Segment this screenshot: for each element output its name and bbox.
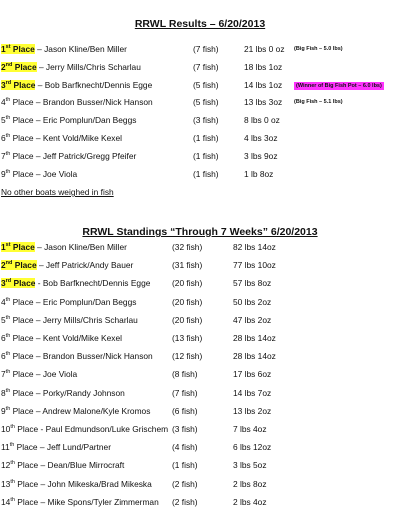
table-row [0,115,400,129]
place-ordinal: th [5,369,11,376]
weight: 28 lbs 14oz [233,351,276,362]
place-ordinal: th [5,296,11,303]
weight: 18 lbs 1oz [244,61,283,72]
place-label: 9th Place [1,168,34,179]
weight: 2 lbs 4oz [233,496,267,507]
fish-count: (2 fish) [172,496,198,507]
table-row [0,369,400,383]
place-label: 6th Place [1,351,34,362]
fish-count: (20 fish) [172,278,203,289]
fish-count: (1 fish) [193,150,219,161]
big-fish-note: (Big Fish – 5.1 lbs) [294,99,343,106]
fish-count: (8 fish) [172,369,198,380]
table-row [0,44,400,58]
table-row [0,424,400,438]
fish-count: (31 fish) [172,260,203,271]
fish-count: (20 fish) [172,314,203,325]
place-name: 6th Place – Kent Vold/Mike Kexel [1,133,122,143]
place-ordinal: th [10,478,15,485]
place-label: 3rd Place [1,278,36,289]
table-row [0,151,400,165]
weight: 77 lbs 10oz [233,260,276,271]
fish-count: (20 fish) [172,296,203,307]
weight: 8 lbs 0 oz [244,115,280,126]
place-ordinal: th [5,333,11,340]
place-name: 8th Place – Porky/Randy Johnson [1,387,125,398]
place-ordinal: th [5,151,11,157]
table-row [0,388,400,402]
table-row [0,260,400,274]
place-label: 2nd Place [1,61,37,72]
place-ordinal: th [5,406,11,412]
place-label: 2nd Place [1,260,37,271]
table-row [0,242,400,256]
table-row [0,80,400,94]
place-ordinal: nd [5,260,13,267]
place-ordinal: th [5,168,11,175]
place-name: 13th Place – John Mikeska/Brad Mikeska [1,478,152,489]
table-row [0,460,400,474]
weight: 3 lbs 9oz [244,150,278,161]
place-name: 2nd Place – Jeff Patrick/Andy Bauer [1,260,134,271]
place-name: 4th Place – Eric Pomplun/Dan Beggs [1,296,137,307]
place-name: 3rd Place – Bob Barfknecht/Dennis Egge [1,79,153,90]
place-label: 5th Place [1,115,34,126]
weight: 17 lbs 6oz [233,369,272,380]
table-row [0,97,400,111]
place-label: 5th Place [1,314,34,325]
weight: 3 lbs 5oz [233,460,267,471]
place-label: 4th Place [1,97,34,108]
weight: 50 lbs 2oz [233,296,272,307]
place-name: 6th Place – Kent Vold/Mike Kexel [1,333,122,343]
place-ordinal: th [5,387,11,394]
fish-count: (4 fish) [172,442,198,453]
place-name: 5th Place – Eric Pomplun/Dan Beggs [1,115,137,126]
weight: 57 lbs 8oz [233,278,272,289]
weight: 14 lbs 7oz [233,387,272,398]
fish-count: (13 fish) [172,333,203,343]
weight: 13 lbs 2oz [233,405,272,416]
weight: 28 lbs 14oz [233,333,276,343]
weight: 2 lbs 8oz [233,478,267,489]
place-name: 1st Place – Jason Kline/Ben Miller [1,242,127,252]
place-ordinal: th [5,97,11,104]
place-ordinal: rd [5,278,12,285]
place-name: 11th Place – Jeff Lund/Partner [1,442,111,453]
table-row [0,62,400,76]
place-name: 6th Place – Brandon Busser/Nick Hanson [1,351,153,362]
table-row [0,442,400,456]
place-ordinal: th [10,497,15,503]
place-name: 14th Place – Mike Spons/Tyler Zimmerman [1,496,159,507]
place-label: 1st Place [1,44,35,54]
place-name: 10th Place - Paul Edmundson/Luke Grischem [1,424,169,434]
table-row [0,278,400,292]
results-footer: No other boats weighed in fish [1,187,114,197]
place-ordinal: th [5,115,11,122]
fish-count: (12 fish) [172,351,203,362]
place-name: 12th Place – Dean/Blue Mirrocraft [1,460,125,471]
big-fish-note: (Winner of Big Fish Pot – 6.0 lbs) [296,82,382,89]
place-label: 1st Place [1,242,35,252]
table-row [0,479,400,493]
place-ordinal: nd [5,62,13,68]
fish-count: (7 fish) [172,387,198,398]
place-ordinal: th [5,315,11,321]
place-name: 7th Place – Jeff Patrick/Gregg Pfeifer [1,150,137,161]
weight: 82 lbs 14oz [233,242,276,252]
place-label: 8th Place [1,387,34,398]
place-name: 7th Place – Joe Viola [1,369,78,380]
place-name: 5th Place – Jerry Mills/Chris Scharlau [1,314,138,325]
fish-count: (2 fish) [172,478,198,489]
table-row [0,497,400,511]
place-label: 11th Place [1,442,38,453]
table-row [0,351,400,365]
place-label: 3rd Place [1,79,36,90]
weight: 14 lbs 1oz [244,79,283,90]
place-ordinal: st [5,242,11,249]
place-label: 14th Place [1,496,39,507]
results-title: RRWL Results – 6/20/2013 [134,18,266,30]
fish-count: (5 fish) [193,97,219,108]
weight: 13 lbs 3oz [244,97,283,108]
place-ordinal: st [5,44,11,51]
fish-count: (32 fish) [172,242,203,252]
place-label: 12th Place [1,460,39,471]
weight: 7 lbs 4oz [233,424,267,434]
table-row [0,297,400,311]
weight: 21 lbs 0 oz [244,44,285,54]
place-label: 10th Place [1,424,39,434]
place-name: 3rd Place - Bob Barfknecht/Dennis Egge [1,278,151,289]
place-ordinal: rd [5,79,12,86]
table-row [0,315,400,329]
place-label: 6th Place [1,133,34,143]
fish-count: (5 fish) [193,79,219,90]
fish-count: (6 fish) [172,405,198,416]
weight: 47 lbs 2oz [233,314,272,325]
place-label: 6th Place [1,333,34,343]
fish-count: (3 fish) [172,424,198,434]
place-name: 1st Place – Jason Kline/Ben Miller [1,44,127,54]
place-ordinal: th [9,442,15,449]
place-label: 7th Place [1,150,34,161]
weight: 4 lbs 3oz [244,133,278,143]
fish-count: (1 fish) [172,460,198,471]
table-row [0,333,400,347]
place-ordinal: th [5,133,11,140]
place-ordinal: th [10,424,15,431]
place-ordinal: th [10,460,15,467]
fish-count: (7 fish) [193,61,219,72]
place-name: 9th Place – Joe Viola [1,168,78,179]
place-ordinal: th [5,351,11,358]
fish-count: (3 fish) [193,115,219,126]
table-row [0,169,400,183]
table-row [0,406,400,420]
weight: 1 lb 8oz [244,168,274,179]
big-fish-note: (Big Fish – 5.0 lbs) [294,46,343,52]
table-row [0,133,400,147]
place-name: 4th Place – Brandon Busser/Nick Hanson [1,97,153,108]
fish-count: (1 fish) [193,168,219,179]
place-label: 4th Place [1,296,34,307]
place-label: 9th Place [1,405,34,416]
place-label: 7th Place [1,369,34,380]
place-name: 9th Place – Andrew Malone/Kyle Kromos [1,405,151,416]
fish-count: (7 fish) [193,44,219,54]
fish-count: (1 fish) [193,133,219,143]
weight: 6 lbs 12oz [233,442,272,453]
place-label: 13th Place [1,478,39,489]
standings-title: RRWL Standings “Through 7 Weeks” 6/20/2013 [82,226,318,238]
place-name: 2nd Place – Jerry Mills/Chris Scharlau [1,61,141,72]
